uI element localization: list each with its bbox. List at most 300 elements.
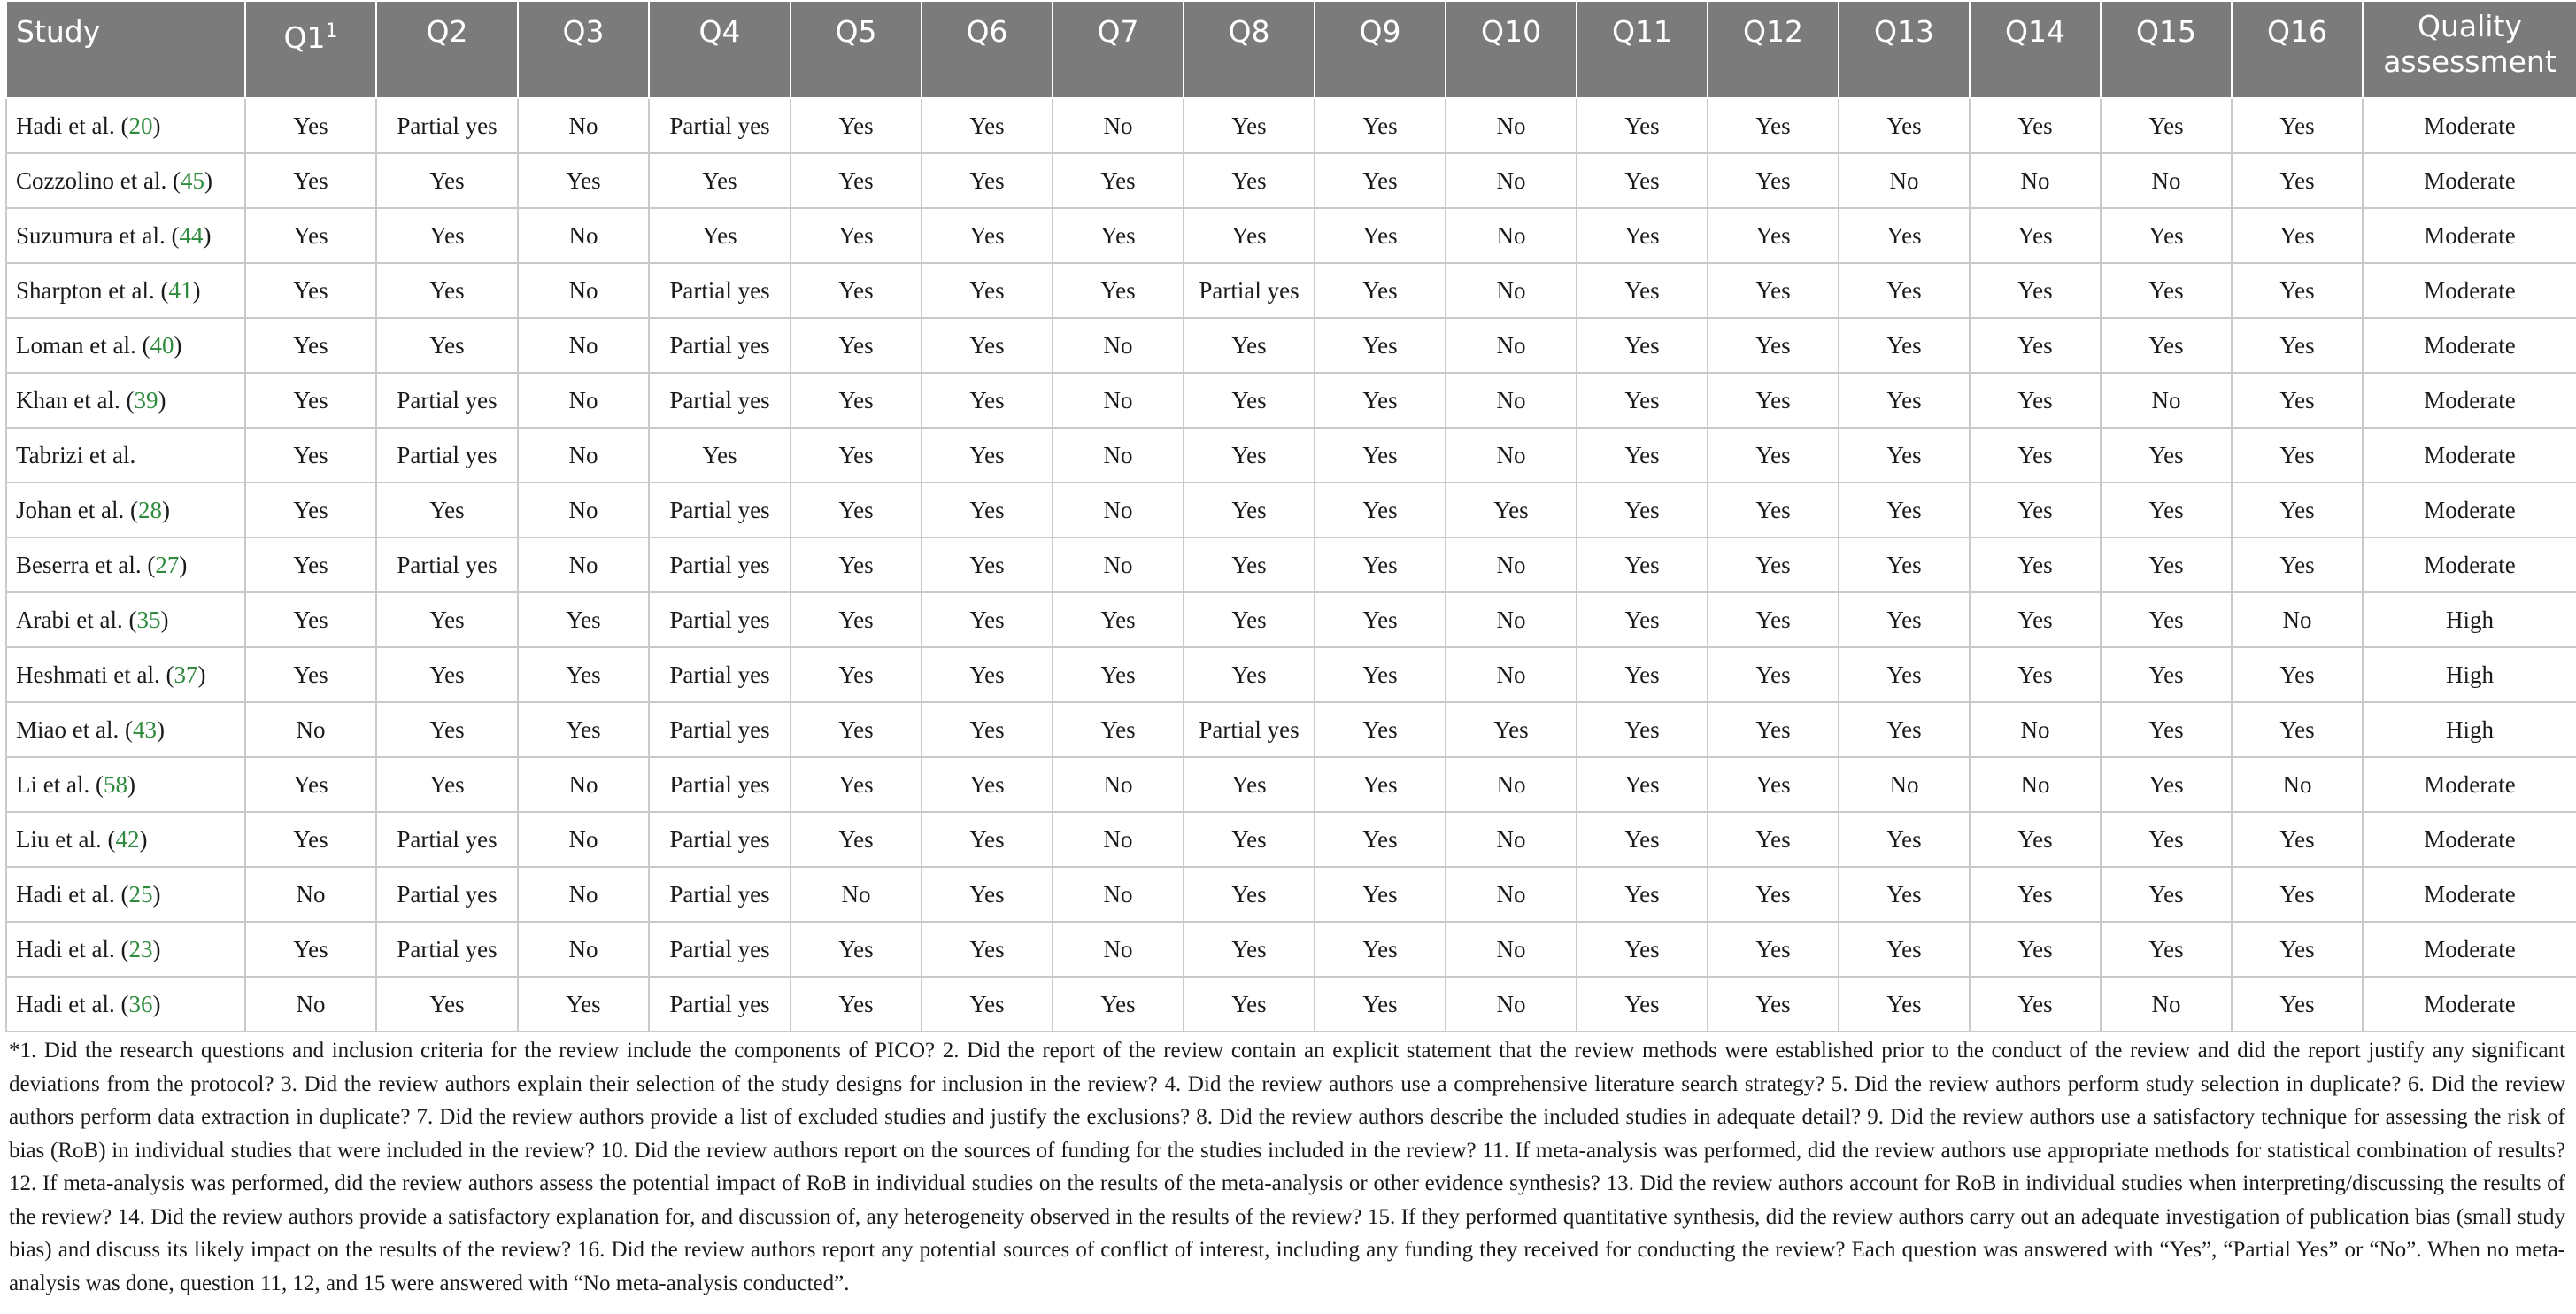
answer-cell-q5: Yes [791,428,922,483]
table-row [6,373,2576,428]
answer-cell-q15: Yes [2101,757,2232,812]
quality-assessment-cell: High [2363,647,2576,702]
answer-cell-q3: No [518,922,649,977]
table-row [6,263,2576,318]
header-q5-label: Q5 [835,14,877,49]
answer-cell-q14: Yes [1970,373,2101,428]
answer-cell-q16: No [2232,592,2363,647]
answer-cell-q9: Yes [1315,428,1446,483]
answer-cell-q8: Yes [1184,98,1315,153]
header-q2 [376,1,518,98]
study-name: Hadi et al. ( [16,880,129,908]
study-name: Hadi et al. ( [16,990,129,1017]
answer-cell-q1: No [245,867,376,922]
header-q3 [518,1,649,98]
answer-cell-q8: Yes [1184,153,1315,208]
answer-cell-q12: Yes [1708,977,1839,1032]
quality-assessment-cell: Moderate [2363,867,2576,922]
answer-cell-q10: No [1446,867,1577,922]
study-cell [6,922,245,977]
answer-cell-q15: Yes [2101,263,2232,318]
answer-cell-q9: Yes [1315,153,1446,208]
answer-cell-q1: No [245,702,376,757]
answer-cell-q16: Yes [2232,537,2363,592]
answer-cell-q10: No [1446,318,1577,373]
reference-close-paren: ) [152,990,161,1017]
answer-cell-q1: Yes [245,208,376,263]
answer-cell-q8: Yes [1184,428,1315,483]
header-q14-label: Q14 [2005,14,2065,49]
table-body [6,98,2576,1032]
answer-cell-q16: Yes [2232,812,2363,867]
header-q1-footnote-mark: 1 [325,20,338,43]
answer-cell-q9: Yes [1315,98,1446,153]
answer-cell-q15: No [2101,153,2232,208]
answer-cell-q6: Yes [922,208,1053,263]
answer-cell-q4: Yes [649,153,791,208]
answer-cell-q7: Yes [1053,977,1184,1032]
answer-cell-q4: Partial yes [649,318,791,373]
answer-cell-q7: No [1053,98,1184,153]
answer-cell-q11: Yes [1577,592,1708,647]
answer-cell-q2: Yes [376,757,518,812]
reference-number: 41 [168,276,193,304]
study-name: Liu et al. ( [16,825,116,853]
quality-assessment-cell: Moderate [2363,483,2576,537]
table-row [6,812,2576,867]
answer-cell-q6: Yes [922,318,1053,373]
answer-cell-q3: No [518,208,649,263]
answer-cell-q6: Yes [922,977,1053,1032]
answer-cell-q3: Yes [518,592,649,647]
study-name: Tabrizi et al. [16,441,136,468]
answer-cell-q13: Yes [1839,867,1970,922]
answer-cell-q9: Yes [1315,263,1446,318]
reference-number: 39 [134,386,158,414]
answer-cell-q8: Yes [1184,977,1315,1032]
answer-cell-q2: Yes [376,263,518,318]
answer-cell-q13: Yes [1839,647,1970,702]
answer-cell-q5: Yes [791,922,922,977]
header-q15-label: Q15 [2136,14,2196,49]
answer-cell-q12: Yes [1708,153,1839,208]
answer-cell-q9: Yes [1315,483,1446,537]
answer-cell-q11: Yes [1577,647,1708,702]
answer-cell-q15: Yes [2101,647,2232,702]
answer-cell-q13: Yes [1839,537,1970,592]
answer-cell-q7: Yes [1053,263,1184,318]
answer-cell-q15: Yes [2101,318,2232,373]
header-quality-assessment [2363,1,2576,98]
answer-cell-q9: Yes [1315,867,1446,922]
header-q7-label: Q7 [1097,14,1139,49]
answer-cell-q11: Yes [1577,428,1708,483]
header-q6 [922,1,1053,98]
answer-cell-q1: No [245,977,376,1032]
answer-cell-q4: Partial yes [649,263,791,318]
amstar-quality-table [5,0,2576,1032]
answer-cell-q3: Yes [518,977,649,1032]
quality-assessment-cell: Moderate [2363,922,2576,977]
answer-cell-q10: No [1446,98,1577,153]
study-cell [6,208,245,263]
answer-cell-q2: Yes [376,153,518,208]
answer-cell-q3: No [518,867,649,922]
reference-close-paren: ) [139,825,148,853]
quality-assessment-cell: High [2363,592,2576,647]
header-q11 [1577,1,1708,98]
answer-cell-q7: Yes [1053,153,1184,208]
header-quality-label: Quality assessment [2383,9,2557,79]
answer-cell-q6: Yes [922,483,1053,537]
answer-cell-q5: Yes [791,263,922,318]
answer-cell-q2: Yes [376,977,518,1032]
answer-cell-q7: No [1053,483,1184,537]
answer-cell-q13: Yes [1839,977,1970,1032]
answer-cell-q4: Partial yes [649,812,791,867]
answer-cell-q3: Yes [518,647,649,702]
answer-cell-q7: Yes [1053,592,1184,647]
answer-cell-q5: Yes [791,812,922,867]
answer-cell-q10: No [1446,208,1577,263]
reference-close-paren: ) [152,112,161,139]
answer-cell-q1: Yes [245,98,376,153]
table-row [6,428,2576,483]
quality-assessment-cell: Moderate [2363,263,2576,318]
answer-cell-q3: No [518,263,649,318]
answer-cell-q11: Yes [1577,483,1708,537]
answer-cell-q15: Yes [2101,428,2232,483]
answer-cell-q11: Yes [1577,537,1708,592]
answer-cell-q5: Yes [791,977,922,1032]
answer-cell-q10: No [1446,977,1577,1032]
quality-assessment-cell: Moderate [2363,208,2576,263]
answer-cell-q15: Yes [2101,98,2232,153]
answer-cell-q16: Yes [2232,647,2363,702]
reference-number: 25 [128,880,153,908]
answer-cell-q6: Yes [922,922,1053,977]
answer-cell-q12: Yes [1708,537,1839,592]
answer-cell-q3: Yes [518,153,649,208]
answer-cell-q10: No [1446,647,1577,702]
header-q1 [245,1,376,98]
study-name: Cozzolino et al. ( [16,166,181,194]
answer-cell-q8: Yes [1184,483,1315,537]
answer-cell-q12: Yes [1708,208,1839,263]
answer-cell-q2: Partial yes [376,922,518,977]
answer-cell-q11: Yes [1577,318,1708,373]
table-row [6,647,2576,702]
answer-cell-q1: Yes [245,592,376,647]
answer-cell-q1: Yes [245,757,376,812]
answer-cell-q13: Yes [1839,702,1970,757]
study-cell [6,757,245,812]
answer-cell-q1: Yes [245,263,376,318]
study-cell [6,318,245,373]
answer-cell-q16: Yes [2232,428,2363,483]
answer-cell-q10: Yes [1446,702,1577,757]
reference-close-paren: ) [156,715,165,743]
answer-cell-q3: No [518,757,649,812]
reference-number: 44 [179,221,204,249]
answer-cell-q5: Yes [791,592,922,647]
answer-cell-q8: Yes [1184,812,1315,867]
answer-cell-q12: Yes [1708,98,1839,153]
answer-cell-q15: Yes [2101,702,2232,757]
reference-close-paren: ) [174,331,182,359]
table-footnote: *1. Did the research questions and inclusion criteria for the review include the components of PICO? 2. Did the report of the review contain an explicit statement that the review methods were established prior to the conduct of the review and did the report justify any significant deviations from the protocol? 3. Did the review authors explain their selection of the study designs for inclusion in the review? 4. Did the review authors use a comprehensive literature search strategy? 5. Did the review authors perform study selection in duplicate? 6. Did the review authors perform data extraction in duplicate? 7. Did the review authors provide a list of excluded studies and justify the exclusions? 8. Did the review authors describe the included studies in adequate detail? 9. Did the review authors use a satisfactory technique for assessing the risk of bias (RoB) in individual studies that were included in the review? 10. Did the review authors report on the sources of funding for the studies included in the review? 11. If meta-analysis was performed, did the review authors use appropriate methods for statistical combination of results? 12. If meta-analysis was performed, did the review authors assess the potential impact of RoB in individual studies on the results of the meta-analysis or other evidence synthesis? 13. Did the review authors account for RoB in individual studies when interpreting/discussing the results of the review? 14. Did the review authors provide a satisfactory explanation for, and discussion of, any heterogeneity observed in the results of the review? 15. If they performed quantitative synthesis, did the review authors carry out an adequate investigation of publication bias (small study bias) and discuss its likely impact on the results of the review? 16. Did the review authors report any potential sources of conflict of interest, including any funding they received for conducting the review? Each question was answered with “Yes”, “Partial Yes” or “No”. When no meta-analysis was done, question 11, 12, and 15 were answered with “No meta-analysis conducted”. [9,1039,2565,1295]
answer-cell-q16: Yes [2232,153,2363,208]
answer-cell-q6: Yes [922,867,1053,922]
answer-cell-q3: No [518,318,649,373]
quality-assessment-cell: Moderate [2363,757,2576,812]
header-q4-label: Q4 [698,14,741,49]
answer-cell-q1: Yes [245,153,376,208]
study-name: Hadi et al. ( [16,112,129,139]
answer-cell-q15: Yes [2101,537,2232,592]
answer-cell-q11: Yes [1577,977,1708,1032]
answer-cell-q8: Yes [1184,318,1315,373]
answer-cell-q7: No [1053,428,1184,483]
answer-cell-q8: Partial yes [1184,263,1315,318]
answer-cell-q12: Yes [1708,647,1839,702]
answer-cell-q3: No [518,373,649,428]
header-q15 [2101,1,2232,98]
answer-cell-q9: Yes [1315,977,1446,1032]
answer-cell-q6: Yes [922,263,1053,318]
answer-cell-q9: Yes [1315,812,1446,867]
answer-cell-q6: Yes [922,373,1053,428]
reference-close-paren: ) [179,551,188,578]
answer-cell-q4: Partial yes [649,977,791,1032]
answer-cell-q12: Yes [1708,428,1839,483]
answer-cell-q4: Partial yes [649,922,791,977]
study-cell [6,428,245,483]
answer-cell-q2: Partial yes [376,373,518,428]
reference-close-paren: ) [161,496,170,523]
answer-cell-q6: Yes [922,757,1053,812]
answer-cell-q4: Partial yes [649,647,791,702]
study-cell [6,98,245,153]
answer-cell-q5: Yes [791,702,922,757]
answer-cell-q12: Yes [1708,812,1839,867]
reference-number: 45 [180,166,204,194]
answer-cell-q4: Partial yes [649,757,791,812]
answer-cell-q11: Yes [1577,153,1708,208]
study-name: Johan et al. ( [16,496,138,523]
answer-cell-q9: Yes [1315,208,1446,263]
answer-cell-q15: Yes [2101,867,2232,922]
answer-cell-q1: Yes [245,373,376,428]
reference-number: 40 [150,331,174,359]
reference-number: 27 [155,551,180,578]
study-cell [6,153,245,208]
answer-cell-q14: Yes [1970,647,2101,702]
header-q8 [1184,1,1315,98]
answer-cell-q9: Yes [1315,647,1446,702]
answer-cell-q16: Yes [2232,208,2363,263]
answer-cell-q10: No [1446,592,1577,647]
answer-cell-q6: Yes [922,592,1053,647]
answer-cell-q8: Yes [1184,537,1315,592]
answer-cell-q2: Partial yes [376,812,518,867]
study-cell [6,812,245,867]
answer-cell-q4: Partial yes [649,373,791,428]
answer-cell-q12: Yes [1708,483,1839,537]
answer-cell-q16: Yes [2232,318,2363,373]
answer-cell-q9: Yes [1315,757,1446,812]
quality-assessment-cell: Moderate [2363,537,2576,592]
answer-cell-q12: Yes [1708,757,1839,812]
answer-cell-q5: Yes [791,318,922,373]
answer-cell-q7: No [1053,373,1184,428]
answer-cell-q3: No [518,537,649,592]
study-cell [6,977,245,1032]
quality-assessment-cell: Moderate [2363,98,2576,153]
reference-close-paren: ) [192,276,201,304]
table-row [6,702,2576,757]
answer-cell-q1: Yes [245,812,376,867]
answer-cell-q16: Yes [2232,98,2363,153]
answer-cell-q14: Yes [1970,537,2101,592]
answer-cell-q5: Yes [791,483,922,537]
answer-cell-q4: Partial yes [649,702,791,757]
answer-cell-q9: Yes [1315,318,1446,373]
answer-cell-q10: No [1446,537,1577,592]
answer-cell-q3: No [518,812,649,867]
quality-assessment-cell: High [2363,702,2576,757]
reference-number: 20 [128,112,153,139]
answer-cell-q11: Yes [1577,208,1708,263]
answer-cell-q7: Yes [1053,702,1184,757]
answer-cell-q3: No [518,98,649,153]
header-q2-label: Q2 [426,14,468,49]
answer-cell-q16: Yes [2232,867,2363,922]
table-row [6,592,2576,647]
answer-cell-q11: Yes [1577,702,1708,757]
reference-close-paren: ) [152,935,161,962]
answer-cell-q4: Partial yes [649,483,791,537]
answer-cell-q15: Yes [2101,922,2232,977]
answer-cell-q10: No [1446,757,1577,812]
study-name: Sharpton et al. ( [16,276,169,304]
header-q1-label: Q1 [283,20,326,55]
answer-cell-q6: Yes [922,153,1053,208]
header-q6-label: Q6 [966,14,1008,49]
answer-cell-q12: Yes [1708,263,1839,318]
answer-cell-q13: No [1839,757,1970,812]
table-row [6,483,2576,537]
answer-cell-q5: Yes [791,208,922,263]
answer-cell-q7: No [1053,867,1184,922]
answer-cell-q14: Yes [1970,922,2101,977]
header-q16-label: Q16 [2267,14,2327,49]
answer-cell-q14: Yes [1970,98,2101,153]
answer-cell-q8: Yes [1184,922,1315,977]
study-cell [6,867,245,922]
answer-cell-q11: Yes [1577,98,1708,153]
answer-cell-q7: Yes [1053,208,1184,263]
answer-cell-q8: Yes [1184,647,1315,702]
answer-cell-q2: Yes [376,647,518,702]
study-cell [6,647,245,702]
answer-cell-q3: No [518,428,649,483]
answer-cell-q5: Yes [791,537,922,592]
quality-assessment-cell: Moderate [2363,812,2576,867]
answer-cell-q14: Yes [1970,263,2101,318]
answer-cell-q12: Yes [1708,702,1839,757]
header-q4 [649,1,791,98]
answer-cell-q2: Yes [376,702,518,757]
answer-cell-q16: Yes [2232,977,2363,1032]
answer-cell-q4: Yes [649,428,791,483]
answer-cell-q5: Yes [791,153,922,208]
answer-cell-q6: Yes [922,647,1053,702]
reference-close-paren: ) [152,880,161,908]
answer-cell-q9: Yes [1315,373,1446,428]
study-cell [6,263,245,318]
answer-cell-q1: Yes [245,922,376,977]
study-name: Arabi et al. ( [16,606,137,633]
header-q10-label: Q10 [1481,14,1541,49]
answer-cell-q14: Yes [1970,812,2101,867]
header-q12-label: Q12 [1743,14,1803,49]
answer-cell-q5: Yes [791,373,922,428]
answer-cell-q13: Yes [1839,373,1970,428]
table-row [6,153,2576,208]
answer-cell-q2: Yes [376,592,518,647]
answer-cell-q1: Yes [245,428,376,483]
answer-cell-q16: Yes [2232,483,2363,537]
study-name: Beserra et al. ( [16,551,156,578]
answer-cell-q2: Partial yes [376,428,518,483]
reference-close-paren: ) [127,770,135,798]
answer-cell-q14: Yes [1970,867,2101,922]
answer-cell-q15: Yes [2101,208,2232,263]
answer-cell-q4: Partial yes [649,592,791,647]
header-q11-label: Q11 [1612,14,1672,49]
study-name: Heshmati et al. ( [16,661,174,688]
answer-cell-q8: Yes [1184,208,1315,263]
answer-cell-q1: Yes [245,537,376,592]
answer-cell-q2: Yes [376,483,518,537]
reference-number: 28 [137,496,162,523]
answer-cell-q7: Yes [1053,647,1184,702]
answer-cell-q2: Partial yes [376,98,518,153]
answer-cell-q16: Yes [2232,702,2363,757]
study-name: Suzumura et al. ( [16,221,180,249]
answer-cell-q2: Partial yes [376,537,518,592]
answer-cell-q5: No [791,867,922,922]
answer-cell-q7: No [1053,812,1184,867]
answer-cell-q1: Yes [245,318,376,373]
header-q13-label: Q13 [1874,14,1934,49]
header-q13 [1839,1,1970,98]
table-row [6,922,2576,977]
header-q7 [1053,1,1184,98]
answer-cell-q6: Yes [922,98,1053,153]
table-row [6,318,2576,373]
header-q12 [1708,1,1839,98]
answer-cell-q9: Yes [1315,702,1446,757]
header-q14 [1970,1,2101,98]
answer-cell-q3: Yes [518,702,649,757]
answer-cell-q16: Yes [2232,263,2363,318]
answer-cell-q13: Yes [1839,592,1970,647]
answer-cell-q1: Yes [245,647,376,702]
answer-cell-q15: Yes [2101,483,2232,537]
study-cell [6,537,245,592]
